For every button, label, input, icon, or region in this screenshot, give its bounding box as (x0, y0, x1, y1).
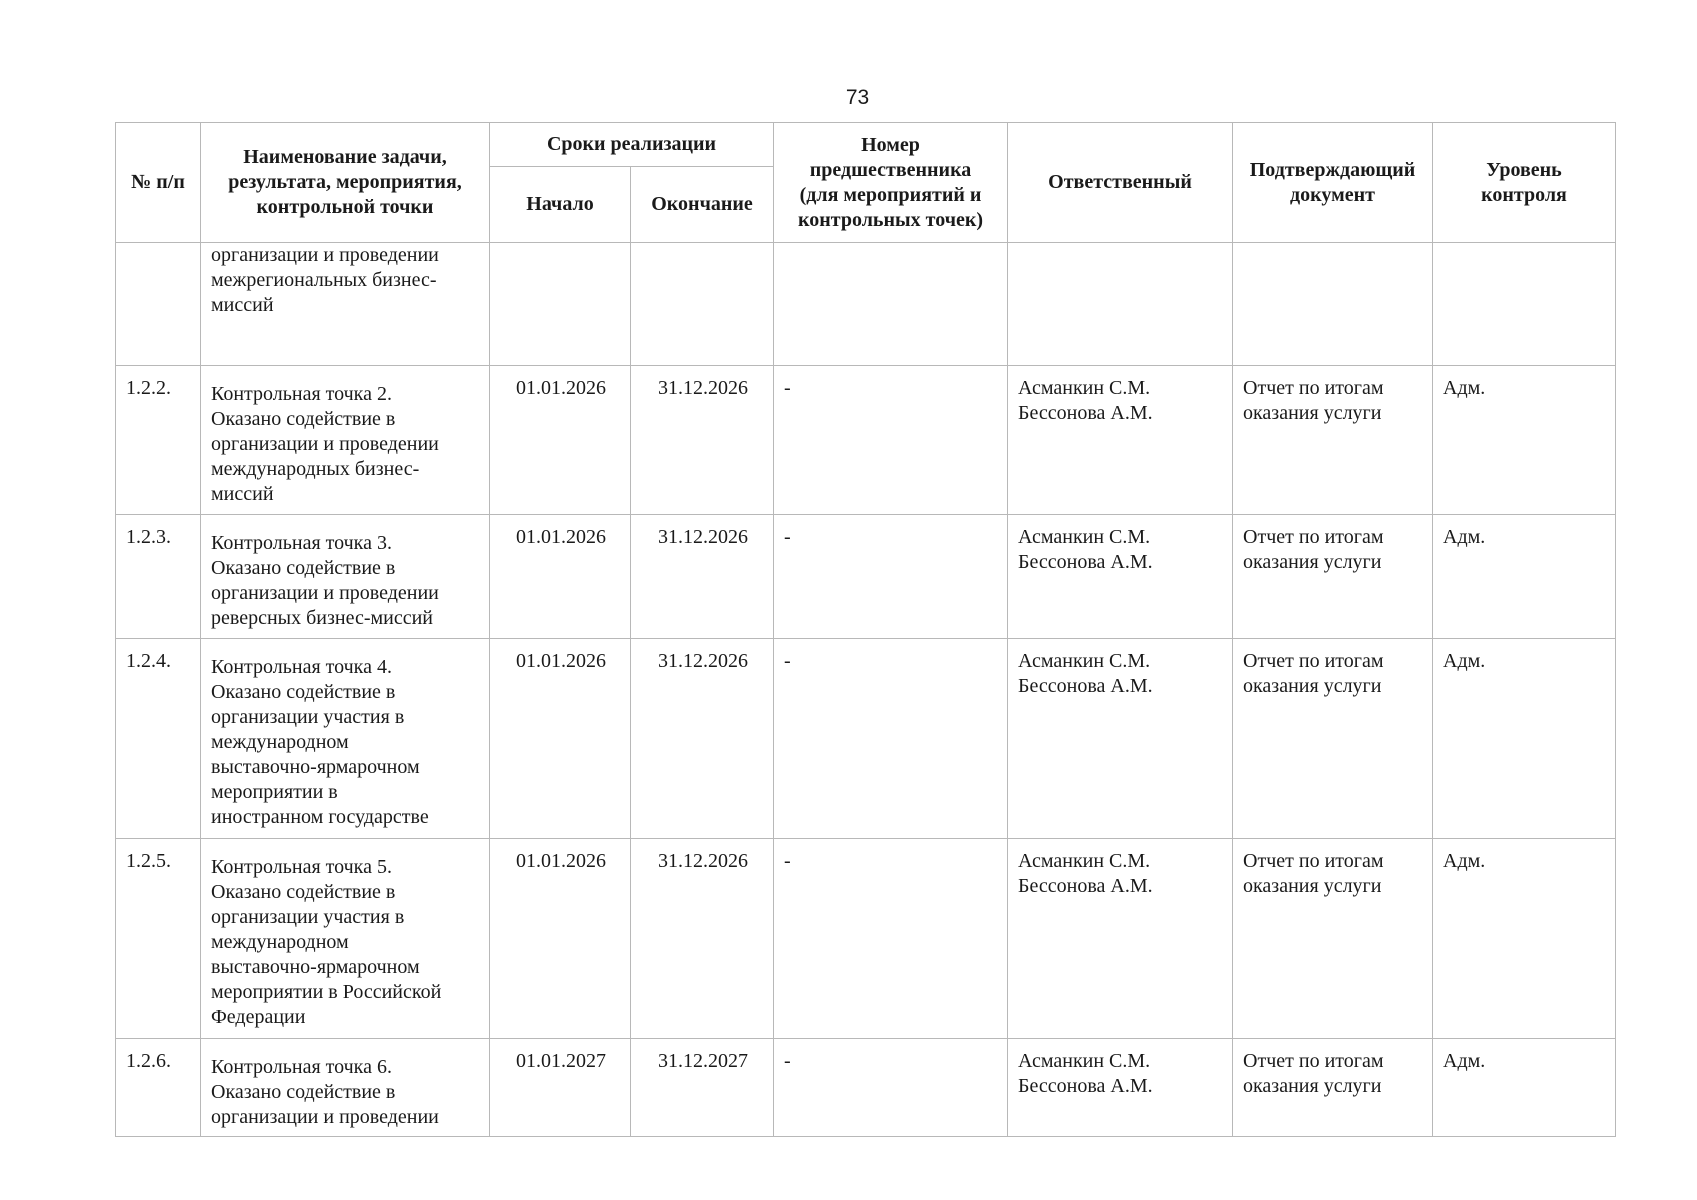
cell-name-line: Оказано содействие в (211, 1081, 396, 1103)
cell-name-line: Оказано содействие в (211, 681, 396, 703)
cell-responsible-line: Асманкин С.М. (1018, 650, 1151, 672)
cell-name-line: Контрольная точка 5. (211, 856, 392, 878)
cell-document-line: Отчет по итогам (1243, 650, 1384, 672)
cell-document-line: оказания услуги (1243, 551, 1382, 573)
cell-document-line: оказания услуги (1243, 675, 1382, 697)
cell-responsible-line: Бессонова А.М. (1018, 675, 1153, 697)
cell-name-line: организации и проведении (211, 433, 439, 455)
cell-predecessor: - (774, 839, 1008, 1039)
cell-document (1233, 639, 1433, 839)
cell-name-line: Контрольная точка 3. (211, 532, 392, 554)
header-control (1433, 123, 1616, 243)
cell-predecessor: - (774, 639, 1008, 839)
cell-num: 1.2.3. (116, 515, 201, 639)
cell-start: 01.01.2026 (490, 366, 631, 515)
cell-num: 1.2.5. (116, 839, 201, 1039)
cell-responsible-line: Асманкин С.М. (1018, 377, 1151, 399)
header-num: № п/п (116, 123, 201, 243)
cell-control: Адм. (1433, 839, 1616, 1039)
cell-name-line: Контрольная точка 6. (211, 1056, 392, 1078)
cell-end: 31.12.2026 (631, 839, 774, 1039)
cell-name-line: Контрольная точка 2. (211, 383, 392, 405)
header-predecessor-line: контрольных точек) (798, 208, 984, 231)
cell-document (1233, 1039, 1433, 1137)
cell-responsible (1008, 639, 1233, 839)
cell-name-line: иностранном государстве (211, 806, 429, 828)
header-name (201, 123, 490, 243)
cell-document-line: Отчет по итогам (1243, 377, 1384, 399)
cell-document-line: Отчет по итогам (1243, 850, 1384, 872)
header-period: Сроки реализации (490, 123, 774, 167)
table-row-continuation (116, 243, 1616, 366)
cell-responsible (1008, 839, 1233, 1039)
cell-name (201, 515, 490, 639)
cell-end: 31.12.2027 (631, 1039, 774, 1137)
cell-name-line: мероприятии в Российской (211, 981, 442, 1003)
cell-responsible-line: Асманкин С.М. (1018, 1050, 1151, 1072)
cell-responsible (1008, 243, 1233, 366)
cell-responsible (1008, 366, 1233, 515)
cell-document-line: оказания услуги (1243, 1075, 1382, 1097)
cell-start: 01.01.2026 (490, 515, 631, 639)
cell-document-line: Отчет по итогам (1243, 1050, 1384, 1072)
header-name-line: Наименование задачи, (243, 146, 447, 168)
cell-name (201, 243, 490, 366)
cell-predecessor: - (774, 515, 1008, 639)
cell-end: 31.12.2026 (631, 639, 774, 839)
cell-predecessor: - (774, 1039, 1008, 1137)
header-predecessor-line: предшественника (809, 158, 972, 181)
header-predecessor-line: Номер (861, 133, 920, 156)
table-row (116, 366, 1616, 515)
table-row (116, 515, 1616, 639)
header-document-line: документ (1290, 183, 1375, 206)
cell-responsible (1008, 1039, 1233, 1137)
cell-name-line: межрегиональных бизнес- (211, 269, 437, 291)
cell-num: 1.2.2. (116, 366, 201, 515)
cell-name-line: организации и проведении (211, 1106, 439, 1128)
cell-responsible-line: Бессонова А.М. (1018, 402, 1153, 424)
table-row (116, 639, 1616, 839)
cell-name-line: реверсных бизнес-миссий (211, 607, 434, 629)
cell-control: Адм. (1433, 515, 1616, 639)
cell-control: Адм. (1433, 366, 1616, 515)
header-name-line: результата, мероприятия, (228, 171, 462, 193)
header-responsible: Ответственный (1008, 123, 1233, 243)
cell-responsible-line: Бессонова А.М. (1018, 875, 1153, 897)
cell-start: 01.01.2027 (490, 1039, 631, 1137)
header-end: Окончание (631, 167, 774, 243)
cell-name-line: миссий (211, 294, 274, 316)
cell-document (1233, 366, 1433, 515)
cell-name-line: организации и проведении (211, 582, 439, 604)
implementation-plan-table (115, 122, 1616, 1137)
header-name-line: контрольной точки (256, 196, 434, 218)
cell-name-line: организации и проведении (211, 244, 439, 266)
cell-control: Адм. (1433, 1039, 1616, 1137)
cell-name-line: международном (211, 931, 349, 953)
cell-name-line: выставочно-ярмарочном (211, 956, 420, 978)
cell-document-line: оказания услуги (1243, 875, 1382, 897)
cell-name (201, 839, 490, 1039)
cell-num: 1.2.6. (116, 1039, 201, 1137)
cell-responsible (1008, 515, 1233, 639)
cell-end: 31.12.2026 (631, 366, 774, 515)
header-predecessor (774, 123, 1008, 243)
cell-name-line: Оказано содействие в (211, 557, 396, 579)
cell-responsible-line: Бессонова А.М. (1018, 1075, 1153, 1097)
cell-name (201, 1039, 490, 1137)
header-predecessor-line: (для мероприятий и (799, 183, 982, 206)
table-row (116, 1039, 1616, 1137)
header-document-line: Подтверждающий (1249, 158, 1416, 181)
cell-control (1433, 243, 1616, 366)
table-row (116, 839, 1616, 1039)
cell-name (201, 639, 490, 839)
cell-responsible-line: Бессонова А.М. (1018, 551, 1153, 573)
header-start: Начало (490, 167, 631, 243)
cell-predecessor: - (774, 366, 1008, 515)
cell-document-line: оказания услуги (1243, 402, 1382, 424)
cell-start (490, 243, 631, 366)
cell-control: Адм. (1433, 639, 1616, 839)
header-document (1233, 123, 1433, 243)
cell-name-line: организации участия в (211, 706, 405, 728)
cell-end (631, 243, 774, 366)
cell-name-line: организации участия в (211, 906, 405, 928)
cell-name-line: выставочно-ярмарочном (211, 756, 420, 778)
cell-end: 31.12.2026 (631, 515, 774, 639)
cell-name-line: международных бизнес- (211, 458, 420, 480)
cell-name-line: Контрольная точка 4. (211, 656, 392, 678)
cell-num (116, 243, 201, 366)
cell-document (1233, 839, 1433, 1039)
table-header (116, 123, 1616, 243)
header-control-line: Уровень (1486, 158, 1562, 181)
cell-num: 1.2.4. (116, 639, 201, 839)
cell-name-line: миссий (211, 483, 274, 505)
cell-responsible-line: Асманкин С.М. (1018, 850, 1151, 872)
cell-predecessor (774, 243, 1008, 366)
cell-name (201, 366, 490, 515)
page-number: 73 (845, 86, 870, 109)
cell-start: 01.01.2026 (490, 639, 631, 839)
cell-responsible-line: Асманкин С.М. (1018, 526, 1151, 548)
cell-name-line: Оказано содействие в (211, 408, 396, 430)
cell-name-line: международном (211, 731, 349, 753)
cell-start: 01.01.2026 (490, 839, 631, 1039)
cell-document (1233, 243, 1433, 366)
cell-name-line: мероприятии в (211, 781, 338, 803)
cell-name-line: Оказано содействие в (211, 881, 396, 903)
cell-name-line: Федерации (211, 1006, 306, 1028)
cell-document-line: Отчет по итогам (1243, 526, 1384, 548)
cell-document (1233, 515, 1433, 639)
header-control-line: контроля (1481, 183, 1567, 206)
